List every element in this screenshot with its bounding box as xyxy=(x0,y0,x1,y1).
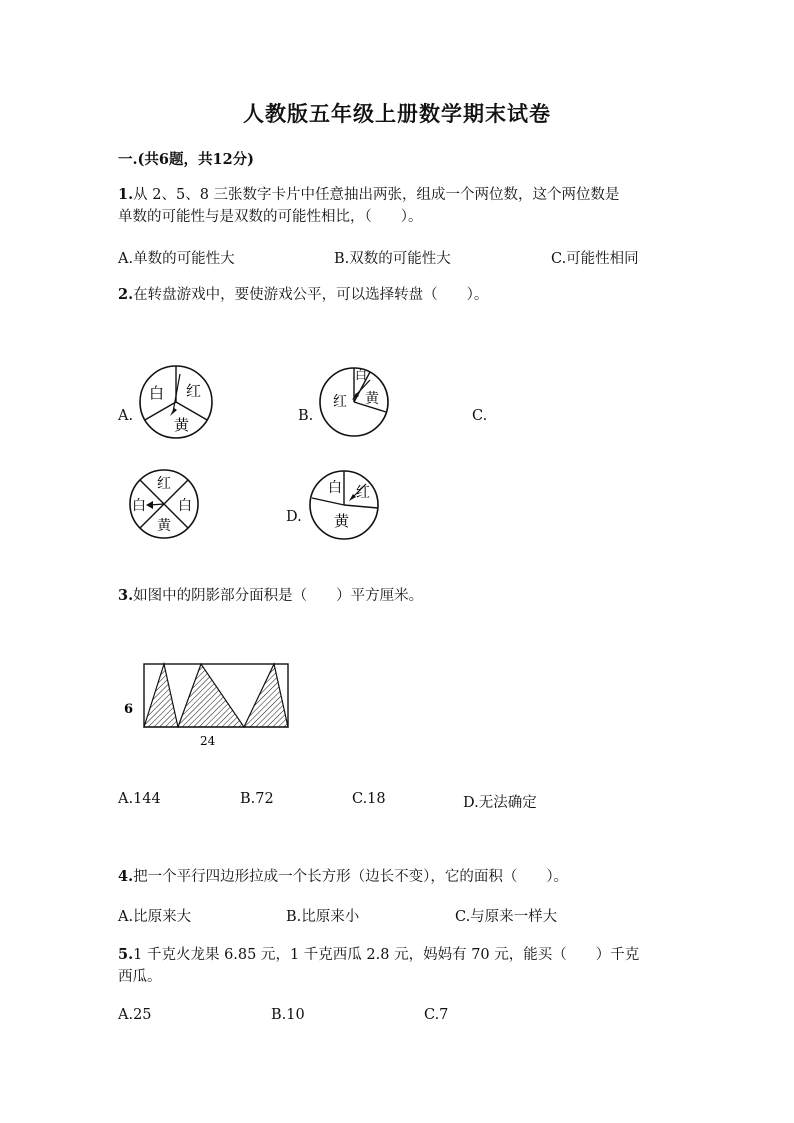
q2-option-a-label[interactable]: A. xyxy=(118,408,134,424)
q1-option-b[interactable]: B.双数的可能性大 xyxy=(334,251,451,267)
q4-option-a[interactable]: A.比原来大 xyxy=(118,909,192,925)
question-2-text: 在转盘游戏中，要使游戏公平，可以选择转盘（ ）。 xyxy=(133,287,489,303)
spinner-d-sector-1: 白 xyxy=(328,480,342,496)
page-title: 人教版五年级上册数学期末试卷 xyxy=(243,101,551,126)
q2-option-d-label[interactable]: D. xyxy=(286,509,302,525)
question-1-line2: 单数的可能性与是双数的可能性相比，（ ）。 xyxy=(118,209,423,225)
section-header: 一.(共6题，共12分) xyxy=(118,151,255,168)
question-2 xyxy=(118,284,488,306)
q2-option-b-label[interactable]: B. xyxy=(298,408,314,424)
spinner-c[interactable] xyxy=(128,468,202,542)
spinner-d-sector-3: 黄 xyxy=(334,512,350,530)
q3-option-d[interactable]: D.无法确定 xyxy=(463,795,537,811)
question-1-line1: 从 2、5、8 三张数字卡片中任意抽出两张，组成一个两位数，这个两位数是 xyxy=(133,187,620,203)
question-5 xyxy=(118,944,639,988)
q4-option-c[interactable]: C.与原来一样大 xyxy=(455,909,558,925)
question-5-line2: 西瓜。 xyxy=(118,969,162,985)
spinner-a[interactable] xyxy=(136,364,222,442)
spinner-c-sector-right: 白 xyxy=(178,498,192,514)
question-5-number: 5. xyxy=(118,946,134,963)
width-label: 24 xyxy=(200,734,216,748)
shaded-triangle-3 xyxy=(244,664,288,727)
q5-option-c[interactable]: C.7 xyxy=(424,1007,449,1023)
q1-option-c[interactable]: C.可能性相同 xyxy=(551,251,639,267)
spinner-c-sector-bottom: 黄 xyxy=(157,518,171,534)
spinner-d-sector-2: 红 xyxy=(356,485,370,501)
shaded-triangles-figure xyxy=(118,655,298,750)
spinner-b[interactable] xyxy=(318,366,394,440)
spinner-c-sector-left: 白 xyxy=(132,498,146,514)
spinner-b-sector-2: 红 xyxy=(333,394,347,410)
arrow-head-icon xyxy=(146,501,153,509)
spinner-a-sector-2: 红 xyxy=(186,382,202,400)
q1-option-a[interactable]: A.单数的可能性大 xyxy=(118,251,235,267)
shaded-triangle-2 xyxy=(178,664,244,727)
q3-option-a[interactable]: A.144 xyxy=(118,791,161,807)
q5-option-b[interactable]: B.10 xyxy=(271,1007,305,1023)
question-3-number: 3. xyxy=(118,587,134,604)
question-4 xyxy=(118,866,568,888)
spinner-b-sector-1: 白 xyxy=(355,368,368,382)
question-1 xyxy=(118,184,620,228)
question-4-text: 把一个平行四边形拉成一个长方形（边长不变），它的面积（ ）。 xyxy=(133,869,569,885)
shaded-triangle-1 xyxy=(144,664,178,727)
q5-option-a[interactable]: A.25 xyxy=(118,1007,152,1023)
q4-option-b[interactable]: B.比原来小 xyxy=(286,909,360,925)
spinner-a-sector-1: 白 xyxy=(149,384,165,402)
spinner-c-sector-top: 红 xyxy=(157,476,171,492)
question-5-line1: 1 千克火龙果 6.85 元，1 千克西瓜 2.8 元，妈妈有 70 元，能买（ ）千克 xyxy=(133,947,640,963)
question-4-number: 4. xyxy=(118,868,134,885)
q2-option-c-label[interactable]: C. xyxy=(472,408,488,424)
question-3-text: 如图中的阴影部分面积是（ ）平方厘米。 xyxy=(133,588,424,604)
spinner-d[interactable] xyxy=(306,468,384,544)
spinner-a-sector-3: 黄 xyxy=(174,416,190,434)
height-label: 6 xyxy=(124,702,134,717)
arrow-head-icon xyxy=(170,408,177,416)
spinner-b-sector-3: 黄 xyxy=(365,391,379,407)
question-2-number: 2. xyxy=(118,286,134,303)
q3-option-b[interactable]: B.72 xyxy=(240,791,274,807)
question-1-number: 1. xyxy=(118,186,134,203)
question-3 xyxy=(118,585,423,607)
q3-option-c[interactable]: C.18 xyxy=(352,791,386,807)
